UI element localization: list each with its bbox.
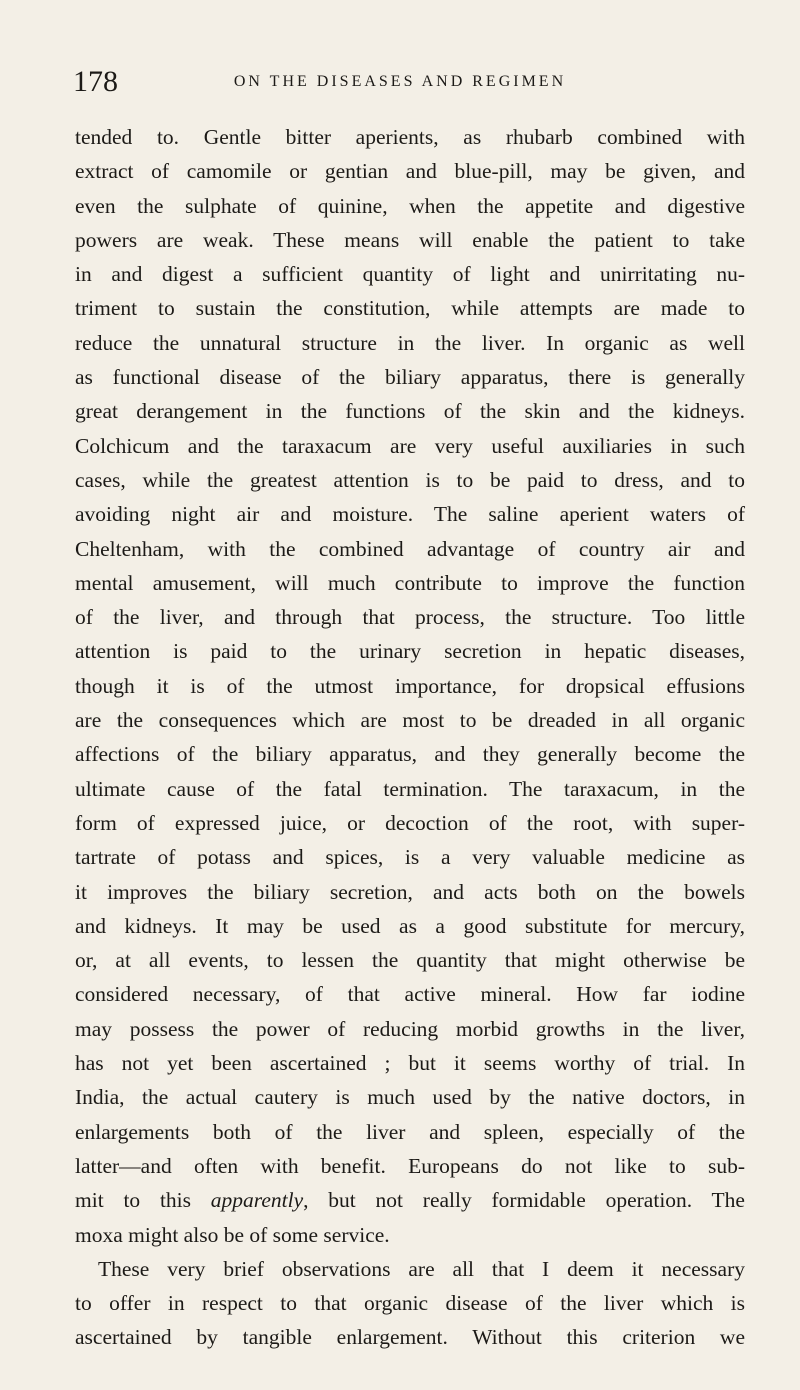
text-line: to offer in respect to that organic disease of the liver which is xyxy=(75,1291,745,1316)
text-line: triment to sustain the constitution, while attempts are made to xyxy=(75,296,745,321)
text-line: Colchicum and the taraxacum are very useful auxiliaries in such xyxy=(75,433,745,458)
text-line: affections of the biliary apparatus, and they generally become the xyxy=(75,742,745,767)
text-line: India, the actual cautery is much used by the native doctors, in xyxy=(75,1085,745,1110)
text-line: powers are weak. These means will enable the patient to take xyxy=(75,227,745,252)
body-text xyxy=(75,120,745,1355)
text-line: ascertained by tangible enlargement. Without this criterion we xyxy=(75,1325,745,1350)
text-line: tended to. Gentle bitter aperients, as rhubarb combined with xyxy=(75,125,745,149)
paragraph-start-line: These very brief observations are all that I deem it necessary xyxy=(98,1256,745,1281)
page-number: 178 xyxy=(73,65,118,98)
text-line: enlargements both of the liver and spleen, especially of the xyxy=(75,1119,745,1144)
text-line: of the liver, and through that process, the structure. Too little xyxy=(75,605,745,630)
text-line: and kidneys. It may be used as a good substitute for mercury, xyxy=(75,913,745,938)
text-line: though it is of the utmost importance, for dropsical effusions xyxy=(75,673,745,698)
text-line: great derangement in the functions of the skin and the kidneys. xyxy=(75,399,745,424)
text-line: may possess the power of reducing morbid growths in the liver, xyxy=(75,1016,745,1041)
text-line: attention is paid to the urinary secretion in hepatic diseases, xyxy=(75,639,745,664)
text-line xyxy=(75,1183,745,1217)
text-line: in and digest a sufficient quantity of light and unirritating nu- xyxy=(75,262,745,287)
text-line: as functional disease of the biliary apparatus, there is generally xyxy=(75,365,745,390)
running-title: ON THE DISEASES AND REGIMEN xyxy=(233,73,567,90)
text-line: Cheltenham, with the combined advantage of country air and xyxy=(75,536,745,561)
text-line: tartrate of potass and spices, is a very valuable medicine as xyxy=(75,845,745,870)
text-line: avoiding night air and moisture. The saline aperient waters of xyxy=(75,502,745,527)
text-line: form of expressed juice, or decoction of the root, with super- xyxy=(75,810,745,835)
text-line: extract of camomile or gentian and blue-pill, may be given, and xyxy=(75,159,745,184)
page-header xyxy=(0,62,800,102)
text-line: considered necessary, of that active mineral. How far iodine xyxy=(75,982,745,1007)
text-line: mental amusement, will much contribute to improve the function xyxy=(75,570,745,595)
italic-word: apparently xyxy=(210,1188,304,1213)
text-segment: , but not really formidable operation. The xyxy=(303,1188,745,1213)
text-segment: mit to this xyxy=(75,1188,211,1213)
text-line: ultimate cause of the fatal termination. The taraxacum, in the xyxy=(75,776,745,801)
text-line: even the sulphate of quinine, when the appetite and digestive xyxy=(75,193,745,218)
paragraph-end-line: moxa might also be of some service. xyxy=(75,1222,390,1247)
text-line: or, at all events, to lessen the quantity that might otherwise be xyxy=(75,948,745,973)
text-line: are the consequences which are most to be dreaded in all organic xyxy=(75,708,745,733)
text-line: latter—and often with benefit. Europeans do not like to sub- xyxy=(75,1153,745,1178)
text-line: cases, while the greatest attention is to be paid to dress, and to xyxy=(75,467,745,492)
text-line: it improves the biliary secretion, and acts both on the bowels xyxy=(75,879,745,904)
text-line: reduce the unnatural structure in the liver. In organic as well xyxy=(75,330,745,355)
text-line: has not yet been ascertained ; but it seems worthy of trial. In xyxy=(75,1051,745,1076)
